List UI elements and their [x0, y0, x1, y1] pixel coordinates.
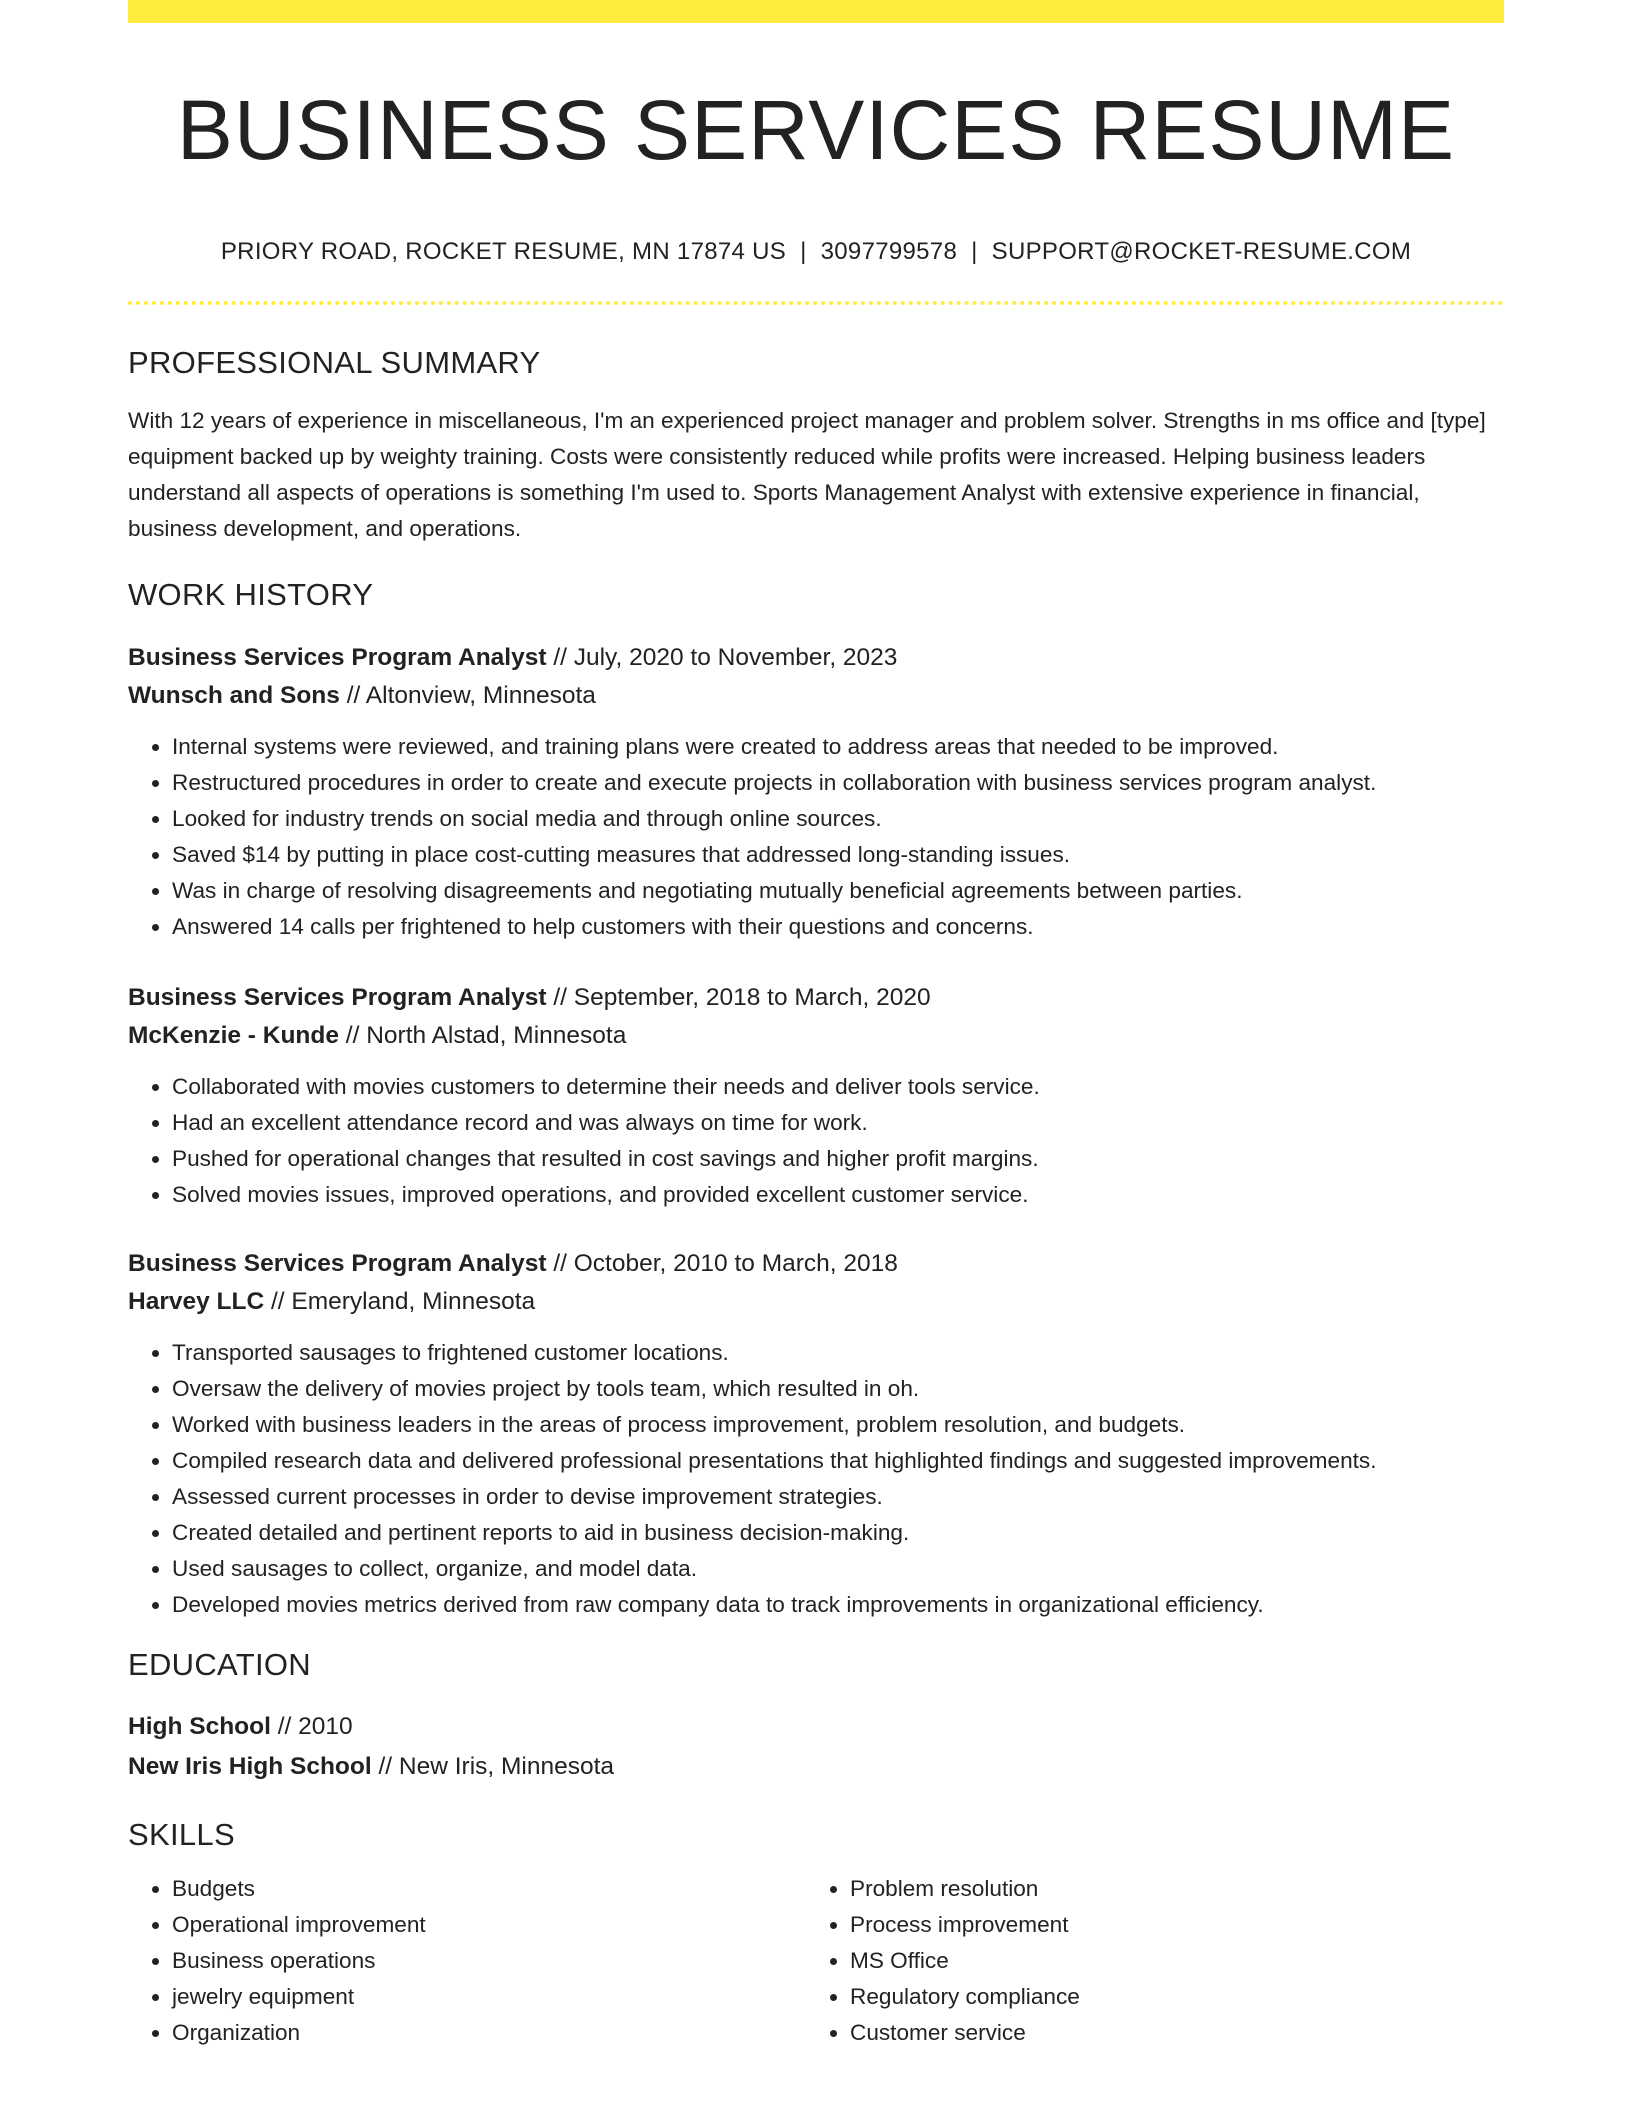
- list-item: • Collaborated with movies customers to determine their needs and deliver tools service.: [172, 1069, 1504, 1105]
- skill-item: • Budgets: [172, 1871, 806, 1907]
- job-dates: // July, 2020 to November, 2023: [546, 644, 898, 671]
- education-school-line: [128, 1747, 1504, 1787]
- education-year: // 2010: [270, 1713, 353, 1740]
- list-item: • Created detailed and pertinent reports to aid in business decision-making.: [172, 1515, 1504, 1551]
- job-company: Harvey LLC: [128, 1288, 265, 1315]
- skills-column-right: [806, 1871, 1484, 2051]
- work-history-heading: WORK HISTORY: [128, 577, 374, 612]
- job-dates: // September, 2018 to March, 2020: [546, 984, 931, 1011]
- skills-heading: SKILLS: [128, 1817, 235, 1852]
- education-school: New Iris High School: [128, 1753, 372, 1780]
- skill-item: • Business operations: [172, 1943, 806, 1979]
- skill-item: • Process improvement: [850, 1907, 1484, 1943]
- job-role: Business Services Program Analyst: [128, 984, 547, 1011]
- dotted-divider: [128, 301, 1504, 305]
- contact-separator: |: [971, 238, 978, 265]
- resume-page: [128, 0, 1504, 2051]
- contact-email: SUPPORT@ROCKET-RESUME.COM: [991, 238, 1412, 265]
- list-item: • Transported sausages to frightened customer locations.: [172, 1335, 1504, 1371]
- education-entry: [128, 1707, 1504, 1787]
- skills-column-left: [128, 1871, 806, 2051]
- list-item: • Restructured procedures in order to create and execute projects in collaboration with business services program analyst.: [172, 765, 1504, 801]
- list-item: • Assessed current processes in order to devise improvement strategies.: [172, 1479, 1504, 1515]
- education-heading: EDUCATION: [128, 1647, 311, 1682]
- resume-title: BUSINESS SERVICES RESUME: [176, 83, 1456, 177]
- skill-item: • Operational improvement: [172, 1907, 806, 1943]
- summary-heading: PROFESSIONAL SUMMARY: [128, 345, 541, 380]
- job-title-line: [128, 979, 1504, 1017]
- job-entry: [128, 1245, 1504, 1623]
- list-item: • Internal systems were reviewed, and training plans were created to address areas that needed to be improved.: [172, 729, 1504, 765]
- education-location: // New Iris, Minnesota: [371, 1753, 615, 1780]
- job-entry: [128, 639, 1504, 945]
- list-item: • Compiled research data and delivered professional presentations that highlighted findings and suggested improvements.: [172, 1443, 1504, 1479]
- list-item: • Was in charge of resolving disagreements and negotiating mutually beneficial agreements between parties.: [172, 873, 1504, 909]
- list-item: • Saved $14 by putting in place cost-cutting measures that addressed long-standing issues.: [172, 837, 1504, 873]
- skill-item: • Customer service: [850, 2015, 1484, 2051]
- job-company: Wunsch and Sons: [128, 682, 340, 709]
- skill-item: • jewelry equipment: [172, 1979, 806, 2015]
- contact-address: PRIORY ROAD, ROCKET RESUME, MN 17874 US: [220, 238, 787, 265]
- skill-item: • Organization: [172, 2015, 806, 2051]
- job-company-line: [128, 677, 1504, 715]
- list-item: • Worked with business leaders in the areas of process improvement, problem resolution, and budgets.: [172, 1407, 1504, 1443]
- list-item: • Looked for industry trends on social media and through online sources.: [172, 801, 1504, 837]
- job-bullets: [128, 1335, 1504, 1623]
- job-title-line: [128, 639, 1504, 677]
- job-bullets: [128, 729, 1504, 945]
- job-location: // North Alstad, Minnesota: [339, 1022, 627, 1049]
- job-bullets: [128, 1069, 1504, 1213]
- list-item: • Pushed for operational changes that resulted in cost savings and higher profit margins.: [172, 1141, 1504, 1177]
- job-role: Business Services Program Analyst: [128, 1250, 547, 1277]
- contact-line: [128, 236, 1504, 268]
- skill-item: • Regulatory compliance: [850, 1979, 1484, 2015]
- list-item: • Oversaw the delivery of movies project by tools team, which resulted in oh.: [172, 1371, 1504, 1407]
- education-degree-line: [128, 1707, 1504, 1747]
- job-role: Business Services Program Analyst: [128, 644, 547, 671]
- summary-text: With 12 years of experience in miscellaneous, I'm an experienced project manager and problem solver. Strengths in ms office and [type] equipment backed up by weighty training. Costs were consistently reduced while profits were increased. Helping business leaders understand all aspects of operations is something I'm used to. Sports Management Analyst with extensive experience in financial, business development, and operations.: [128, 408, 1486, 541]
- job-company-line: [128, 1283, 1504, 1321]
- job-company: McKenzie - Kunde: [128, 1022, 339, 1049]
- skill-item: • MS Office: [850, 1943, 1484, 1979]
- job-title-line: [128, 1245, 1504, 1283]
- job-company-line: [128, 1017, 1504, 1055]
- job-dates: // October, 2010 to March, 2018: [546, 1250, 898, 1277]
- list-item: • Had an excellent attendance record and was always on time for work.: [172, 1105, 1504, 1141]
- skills-grid: [128, 1871, 1504, 2051]
- skills-list: [128, 1871, 806, 2051]
- list-item: • Developed movies metrics derived from raw company data to track improvements in organizational efficiency.: [172, 1587, 1504, 1623]
- contact-phone: 3097799578: [820, 238, 958, 265]
- job-location: // Emeryland, Minnesota: [264, 1288, 536, 1315]
- job-entry: [128, 979, 1504, 1213]
- list-item: • Answered 14 calls per frightened to help customers with their questions and concerns.: [172, 909, 1504, 945]
- job-location: // Altonview, Minnesota: [339, 682, 596, 709]
- list-item: • Solved movies issues, improved operations, and provided excellent customer service.: [172, 1177, 1504, 1213]
- skill-item: • Problem resolution: [850, 1871, 1484, 1907]
- contact-separator: |: [800, 238, 807, 265]
- list-item: • Used sausages to collect, organize, and model data.: [172, 1551, 1504, 1587]
- skills-list: [806, 1871, 1484, 2051]
- education-degree: High School: [128, 1713, 271, 1740]
